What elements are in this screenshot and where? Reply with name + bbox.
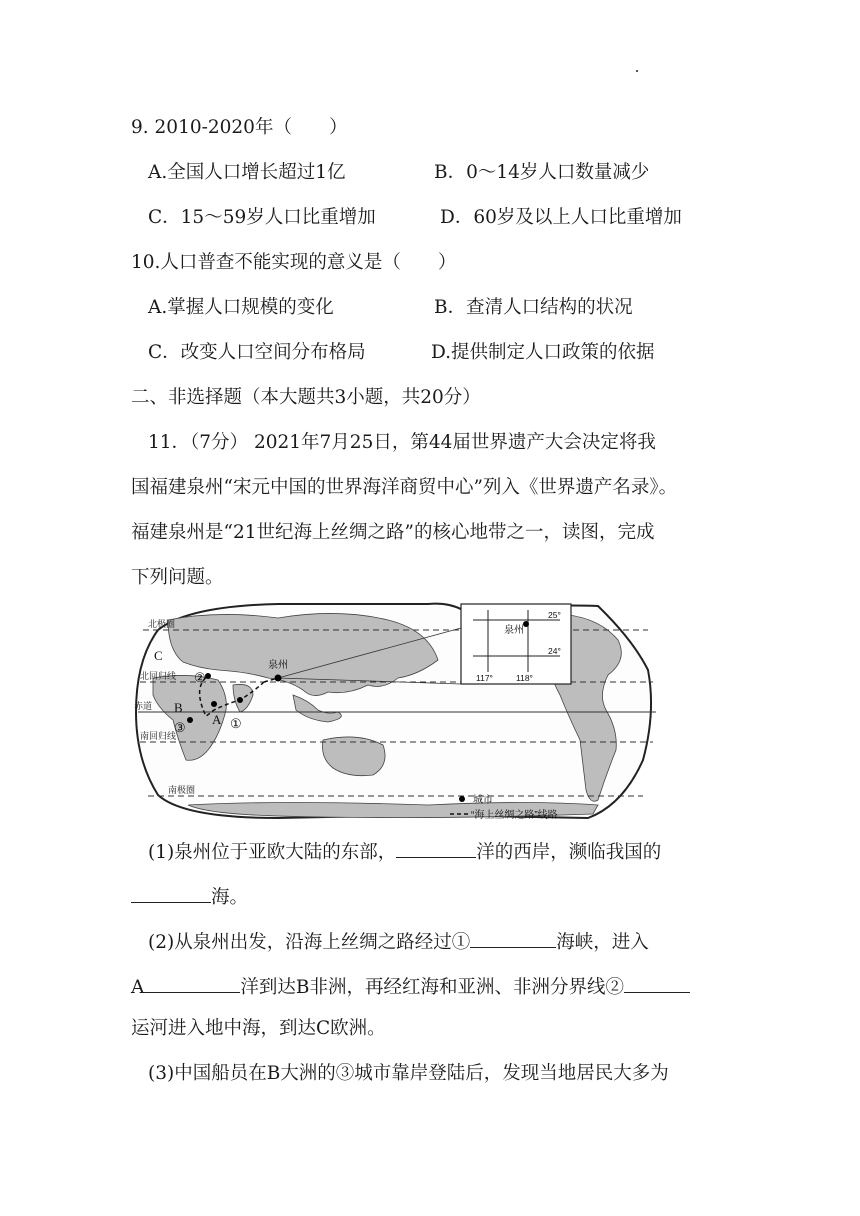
q11-intro-line-2: 国福建泉州“宋元中国的世界海洋商贸中心”列入《世界遗产名录》。 [131,477,678,498]
inset-lon-118-label: 118° [516,673,533,683]
q10-option-c: C．改变人口空间分布格局 [148,342,366,363]
label-arctic-circle: 北极圈 [148,619,176,629]
inset-lat-24-label: 24° [548,646,561,656]
q11-sub2-text-c: A [131,977,145,998]
q11-intro-line-1: 11．（7分） 2021年7月25日，第44届世界遗产大会决定将我 [148,432,656,453]
q11-sub2-line-1 [148,927,649,955]
q9-stem: 9. 2010-2020年（ ） [131,117,348,138]
answer-blank-2[interactable] [131,882,211,903]
world-map-svg [128,600,728,826]
inset-map [461,604,571,684]
q10-option-a: A.掌握人口规模的变化 [148,297,334,318]
label-tropic-cancer: 北回归线 [140,671,177,681]
q11-sub2-text-d: 洋到达B非洲，再经红海和亚洲、非洲分界线② [240,977,624,998]
q11-sub2-line-3: 运河进入地中海，到达C欧洲。 [131,1018,386,1039]
q10-stem: 10.人口普查不能实现的意义是（ ） [131,252,457,273]
inset-lon-117-label: 117° [476,673,493,683]
label-A: A [212,712,222,727]
quanzhou-city-marker [275,675,282,682]
q11-sub2-line-2 [131,972,690,1000]
q11-sub1-text-a: (1)泉州位于亚欧大陆的东部， [148,842,397,863]
quanzhou-map-label: 泉州 [268,660,288,671]
q9-option-c: C．15～59岁人口比重增加 [148,207,376,228]
section-heading: 二、非选择题（本大题共3小题，共20分） [131,387,481,408]
city-marker [187,717,193,723]
label-B: B [174,700,183,715]
city-marker [237,697,243,703]
legend-city-label: 城市 [473,795,493,806]
q11-sub1-line-2 [131,882,248,910]
legend-route-label: “海上丝绸之路”线路 [471,810,558,821]
answer-blank-3[interactable] [470,927,556,948]
q11-sub1-line-1 [148,837,661,865]
label-circle-1: ① [230,716,242,731]
city-marker [205,673,211,679]
inset-city-label: 泉州 [504,625,524,636]
answer-blank-5[interactable] [624,972,690,993]
page-mark [636,70,638,72]
q9-option-b: B．0～14岁人口数量减少 [434,162,650,183]
label-antarctic-circle: 南极圈 [168,785,196,795]
q9-option-d: D．60岁及以上人口比重增加 [440,207,682,228]
label-C: C [154,648,163,663]
inset-lat-25-label: 25° [548,610,561,620]
q10-option-b: B．查清人口结构的状况 [434,297,633,318]
silk-road-map [128,600,728,826]
label-equator: 赤道 [134,701,153,711]
q11-intro-line-3: 福建泉州是“21世纪海上丝绸之路”的核心地带之一，读图，完成 [131,522,655,543]
city-marker [211,701,217,707]
q9-option-a: A.全国人口增长超过1亿 [148,162,346,183]
q10-option-d: D.提供制定人口政策的依据 [431,342,655,363]
q11-sub3-line-1: (3)中国船员在B大洲的③城市靠岸登陆后，发现当地居民大多为 [148,1063,669,1084]
q11-sub2-text-a: (2)从泉州出发，沿海上丝绸之路经过① [148,932,471,953]
label-tropic-capricorn: 南回归线 [140,731,177,741]
q11-intro-line-4: 下列问题。 [131,567,224,588]
q11-sub1-text-b: 洋的西岸，濒临我国的 [476,842,662,863]
answer-blank-1[interactable] [396,837,476,858]
label-circle-3: ③ [174,720,186,735]
label-circle-2: ② [194,670,206,685]
q11-sub2-text-b: 海峡，进入 [556,932,649,953]
legend-city-marker [459,796,465,802]
answer-blank-4[interactable] [144,972,240,993]
q11-sub1-text-c: 海。 [211,887,249,908]
